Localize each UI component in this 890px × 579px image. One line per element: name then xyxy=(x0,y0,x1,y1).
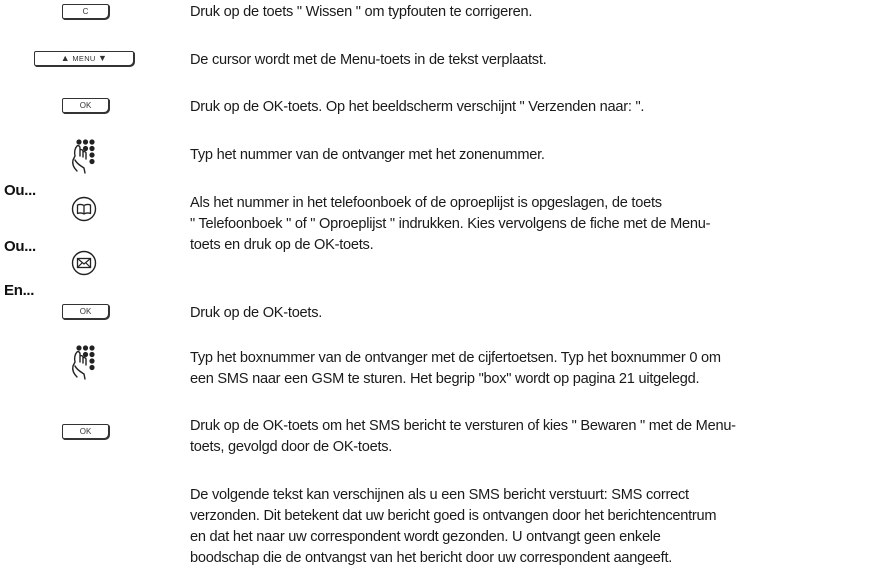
keypad-hand-icon xyxy=(68,138,98,174)
arrow-up-icon: ▲ xyxy=(60,53,70,63)
step-line: verzonden. Dit betekent dat uw bericht goed is ontvangen door het berichtencentrum xyxy=(190,508,717,524)
step-line: De volgende tekst kan verschijnen als u een SMS bericht verstuurt: SMS correct xyxy=(190,487,689,503)
envelope-icon xyxy=(71,250,97,276)
step-line: een SMS naar een GSM te sturen. Het begrip "box" wordt op pagina 21 uitgelegd. xyxy=(190,371,700,387)
menu-key-icon xyxy=(34,51,134,66)
step-line: De cursor wordt met de Menu-toets in de tekst verplaatst. xyxy=(190,52,547,68)
step-line: " Telefoonboek " of " Oproeplijst " indrukken. Kies vervolgens de fiche met de Menu- xyxy=(190,216,711,232)
side-label-or: Ou... xyxy=(4,238,36,255)
ok-key-icon xyxy=(62,424,109,439)
ok-key-icon xyxy=(62,98,109,113)
step-line: en dat het naar uw correspondent wordt gezonden. U ontvangt geen enkele xyxy=(190,529,661,545)
step-line: Druk op de OK-toets om het SMS bericht te versturen of kies " Bewaren " met de Menu- xyxy=(190,418,736,434)
step-line: Druk op de OK-toets. Op het beeldscherm verschijnt " Verzenden naar: ". xyxy=(190,99,645,115)
step-text xyxy=(190,485,880,569)
step-line: Druk op de OK-toets. xyxy=(190,305,323,321)
clear-key-icon xyxy=(62,4,109,19)
step-text xyxy=(190,193,880,256)
step-text xyxy=(190,50,880,71)
side-label-and: En... xyxy=(4,282,35,299)
step-line: Typ het nummer van de ontvanger met het zonenummer. xyxy=(190,147,545,163)
step-line: boodschap die de ontvangst van het bericht door uw correspondent aangeeft. xyxy=(190,550,673,566)
arrow-down-icon: ▼ xyxy=(98,53,108,63)
ok-key-label: OK xyxy=(79,101,92,110)
clear-key-label: C xyxy=(82,7,89,16)
phonebook-icon xyxy=(71,196,97,222)
step-text xyxy=(190,303,880,324)
step-line: toets en druk op de OK-toets. xyxy=(190,237,374,253)
step-line: toets, gevolgd door de OK-toets. xyxy=(190,439,393,455)
menu-key-label: MENU xyxy=(72,54,96,63)
ok-key-label: OK xyxy=(79,307,92,316)
step-text xyxy=(190,416,880,458)
step-line: Druk op de toets " Wissen " om typfouten te corrigeren. xyxy=(190,4,533,20)
step-text xyxy=(190,2,880,23)
step-text xyxy=(190,348,880,390)
step-text xyxy=(190,145,880,166)
ok-key-icon xyxy=(62,304,109,319)
step-line: Als het nummer in het telefoonboek of de oproeplijst is opgeslagen, de toets xyxy=(190,195,662,211)
ok-key-label: OK xyxy=(79,427,92,436)
keypad-hand-icon xyxy=(68,344,98,380)
step-line: Typ het boxnummer van de ontvanger met de cijfertoetsen. Typ het boxnummer 0 om xyxy=(190,350,721,366)
side-label-or: Ou... xyxy=(4,182,36,199)
step-text xyxy=(190,97,880,118)
